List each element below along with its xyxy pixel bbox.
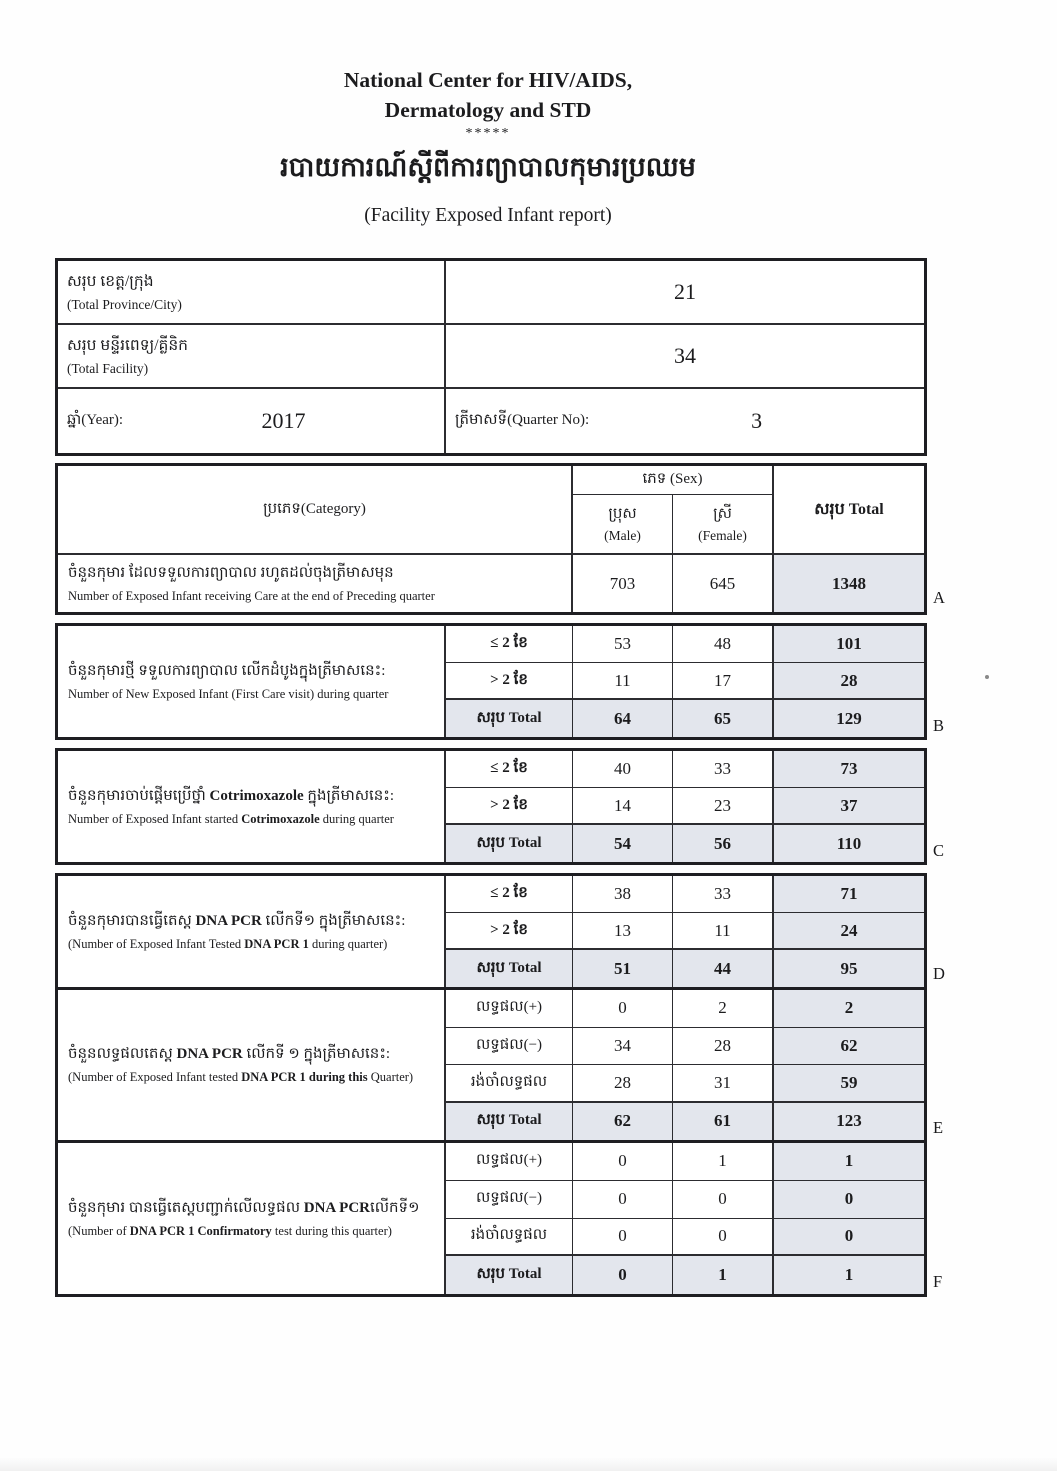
section-a-female-value: 645 xyxy=(673,555,774,612)
total-province-label-kh: សរុប ខេត្ត/ក្រុង xyxy=(67,273,154,290)
section-c-male-value: 40 xyxy=(573,751,673,788)
total-header-label: សរុប Total xyxy=(814,500,884,518)
section-a-category-cell xyxy=(58,555,573,612)
section-d-grid xyxy=(58,876,924,987)
section-e-female-value: 31 xyxy=(673,1065,774,1103)
section-b-grand-total: 129 xyxy=(774,700,924,737)
total-facility-label-kh: សរុប មន្ទីរពេទ្យ/គ្លីនិក xyxy=(67,337,189,354)
section-f-male-value: 0 xyxy=(573,1143,673,1181)
section-e-grid xyxy=(58,990,924,1140)
kh-bold-text: Cotrimoxazole xyxy=(209,787,304,804)
section-e-female-value: 2 xyxy=(673,990,774,1028)
male-header-cell xyxy=(573,495,673,555)
section-b-category-cell xyxy=(58,626,446,737)
category-header-cell xyxy=(58,466,573,555)
section-b-male-value: 53 xyxy=(573,626,673,663)
en-bold-text: DNA PCR 1 during this xyxy=(241,1070,368,1085)
section-d-total-value: 71 xyxy=(774,876,924,913)
section-e-total-value: 2 xyxy=(774,990,924,1028)
quarter-label: ត្រីមាសទី(Quarter No): xyxy=(455,412,590,428)
section-b-female-value: 17 xyxy=(673,663,774,700)
section-b-row-label: > 2 ខែ xyxy=(446,663,573,700)
section-f-total-value: 0 xyxy=(774,1181,924,1219)
year-value: 2017 xyxy=(261,408,306,433)
report-heading xyxy=(0,66,976,227)
en-text: Number of Exposed Infant receiving Care at the end of Preceding quarter xyxy=(68,588,435,603)
section-a-category-en xyxy=(68,589,435,605)
section-d-male-value: 38 xyxy=(573,876,673,913)
en-bold-text: DNA PCR 1 Confirmatory xyxy=(129,1223,272,1238)
section-c-block xyxy=(55,748,927,865)
section-c-category-kh xyxy=(68,786,394,808)
kh-text: លើកទី ១ ក្នុងត្រីមាសនេះ: xyxy=(242,1046,391,1063)
category-header-label: ប្រភេទ(Category) xyxy=(263,500,366,517)
total-province-label-en: (Total Province/City) xyxy=(67,297,182,312)
section-e-total-value: 59 xyxy=(774,1065,924,1103)
year-cell xyxy=(58,389,446,453)
section-a-total-value: 1348 xyxy=(774,555,924,612)
section-d-male-total: 51 xyxy=(573,950,673,987)
section-f-letter: F xyxy=(933,1272,943,1291)
section-f-category-cell xyxy=(58,1143,446,1294)
en-text: during quarter) xyxy=(308,936,388,951)
kh-text: ចំនួនកុមារថ្មី ទទួលការព្យាបាល លើកដំបូងក្នុងត្រីមាសនេះ: xyxy=(68,662,386,679)
en-text: Quarter) xyxy=(367,1070,414,1085)
sex-header-label: ភេទ (Sex) xyxy=(642,471,703,487)
total-facility-value: 34 xyxy=(446,325,924,389)
kh-text: ក្នុងត្រីមាសនេះ: xyxy=(303,787,395,804)
section-d-category-cell xyxy=(58,876,446,987)
section-c-category-cell xyxy=(58,751,446,862)
summary-info-table xyxy=(55,258,927,456)
section-e-female-value: 28 xyxy=(673,1028,774,1066)
kh-bold-text: DNA PCR xyxy=(303,1199,370,1216)
section-d-category-kh xyxy=(68,911,405,933)
section-d-female-value: 33 xyxy=(673,876,774,913)
section-b-category-kh xyxy=(68,661,385,683)
section-d-grand-total: 95 xyxy=(774,950,924,987)
section-c-female-value: 23 xyxy=(673,788,774,825)
section-c-row-label: > 2 ខែ xyxy=(446,788,573,825)
en-bold-text: Cotrimoxazole xyxy=(241,811,320,826)
section-f-total-value: 1 xyxy=(774,1143,924,1181)
en-bold-text: DNA PCR 1 xyxy=(244,936,309,951)
section-c-female-value: 33 xyxy=(673,751,774,788)
report-title-khmer: របាយការណ៍ស្តីពីការព្យាបាលកុមារប្រឈម xyxy=(280,152,696,183)
section-f-male-value: 0 xyxy=(573,1219,673,1257)
section-b-category-en xyxy=(68,687,388,703)
section-f-total-value: 0 xyxy=(774,1219,924,1257)
section-d-female-total: 44 xyxy=(673,950,774,987)
section-f-female-value: 1 xyxy=(673,1143,774,1181)
section-f-grid xyxy=(58,1143,924,1294)
female-header-cell xyxy=(673,495,774,555)
scan-shadow-bottom xyxy=(0,1457,1057,1471)
section-f-category-kh xyxy=(68,1198,419,1220)
year-label: ឆ្នាំ(Year): xyxy=(67,412,124,428)
section-f-row-label: រង់ចាំលទ្ធផល xyxy=(446,1219,573,1257)
section-c-total-row-label: សរុប Total xyxy=(446,825,573,862)
org-name-line2: Dermatology and STD xyxy=(384,97,592,122)
section-e-male-value: 28 xyxy=(573,1065,673,1103)
section-d-letter: D xyxy=(933,964,945,983)
section-e-total-row-label: សរុប Total xyxy=(446,1103,573,1141)
section-e-row-label: រង់ចាំលទ្ធផល xyxy=(446,1065,573,1103)
section-e-category-kh xyxy=(68,1044,390,1066)
section-e-letter: E xyxy=(933,1118,944,1137)
male-header-en: (Male) xyxy=(604,528,641,543)
female-header-kh: ស្រី xyxy=(713,506,732,522)
section-d-total-row-label: សរុប Total xyxy=(446,950,573,987)
total-province-label-cell xyxy=(58,261,446,325)
section-f-male-value: 0 xyxy=(573,1181,673,1219)
section-d-category-en xyxy=(68,937,387,953)
report-title-english: (Facility Exposed Infant report) xyxy=(364,205,612,227)
section-e-category-cell xyxy=(58,990,446,1140)
org-name-line1: National Center for HIV/AIDS, xyxy=(343,68,633,92)
kh-text: ចំនួនកុមារ បានធ្វើតេស្តបញ្ជាក់លើលទ្ធផល xyxy=(68,1199,304,1216)
section-e-row-label: លទ្ធផល(−) xyxy=(446,1028,573,1066)
en-text: (Number of Exposed Infant tested xyxy=(68,1070,242,1085)
section-f-female-total: 1 xyxy=(673,1256,774,1294)
en-text: Number of New Exposed Infant (First Care visit) during quarter xyxy=(68,686,389,701)
en-text: (Number of Exposed Infant Tested xyxy=(68,936,245,951)
quarter-value: 3 xyxy=(751,408,763,433)
section-f-female-value: 0 xyxy=(673,1219,774,1257)
sex-header-cell xyxy=(573,466,774,495)
kh-text: ចំនួនកុមារចាប់ផ្តើមប្រើថ្នាំ xyxy=(68,787,210,804)
stars-separator: ***** xyxy=(465,126,511,142)
section-e-total-value: 62 xyxy=(774,1028,924,1066)
section-a-male-value: 703 xyxy=(573,555,673,612)
kh-bold-text: DNA PCR xyxy=(176,1046,243,1063)
kh-text: លើកទី១ ក្នុងត្រីមាសនេះ: xyxy=(261,912,406,929)
male-header-kh: ប្រុស xyxy=(608,506,637,522)
section-d-female-value: 11 xyxy=(673,913,774,950)
kh-text: លើកទី១ xyxy=(369,1199,420,1216)
en-text: (Number of xyxy=(68,1223,130,1238)
section-d-male-value: 13 xyxy=(573,913,673,950)
main-table-header-block xyxy=(55,463,927,615)
section-e-grand-total: 123 xyxy=(774,1103,924,1141)
section-e-male-value: 34 xyxy=(573,1028,673,1066)
section-b-total-value: 101 xyxy=(774,626,924,663)
en-text: Number of Exposed Infant started xyxy=(68,811,242,826)
section-c-total-value: 37 xyxy=(774,788,924,825)
section-b-block xyxy=(55,623,927,740)
section-f-category-en xyxy=(68,1224,392,1240)
section-f-grand-total: 1 xyxy=(774,1256,924,1294)
section-b-row-label: ≤ 2 ខែ xyxy=(446,626,573,663)
section-e-row-label: លទ្ធផល(+) xyxy=(446,990,573,1028)
section-d-total-value: 24 xyxy=(774,913,924,950)
section-f-row-label: លទ្ធផល(+) xyxy=(446,1143,573,1181)
section-b-total-value: 28 xyxy=(774,663,924,700)
section-c-total-value: 73 xyxy=(774,751,924,788)
section-c-letter: C xyxy=(933,841,945,860)
total-facility-label-en: (Total Facility) xyxy=(67,361,149,376)
en-text: test during this quarter) xyxy=(271,1223,392,1238)
section-e-category-en xyxy=(68,1070,413,1086)
total-header-cell xyxy=(774,466,924,555)
section-b-total-row-label: សរុប Total xyxy=(446,700,573,737)
section-b-male-value: 11 xyxy=(573,663,673,700)
section-d-row-label: > 2 ខែ xyxy=(446,913,573,950)
section-a-letter: A xyxy=(933,588,945,607)
section-b-female-total: 65 xyxy=(673,700,774,737)
section-f-male-total: 0 xyxy=(573,1256,673,1294)
female-header-en: (Female) xyxy=(698,528,747,543)
section-e-male-total: 62 xyxy=(573,1103,673,1141)
section-c-male-value: 14 xyxy=(573,788,673,825)
section-f-female-value: 0 xyxy=(673,1181,774,1219)
section-d-row-label: ≤ 2 ខែ xyxy=(446,876,573,913)
en-text: during quarter xyxy=(319,811,394,826)
section-b-letter: B xyxy=(933,716,945,735)
kh-bold-text: DNA PCR xyxy=(195,912,262,929)
section-c-category-en xyxy=(68,812,394,828)
kh-text: ចំនួនកុមារបានធ្វើតេស្ត xyxy=(68,912,196,929)
section-a-category-kh xyxy=(68,563,394,585)
section-e-female-total: 61 xyxy=(673,1103,774,1141)
scan-artifact-dot xyxy=(985,675,989,679)
section-f-row-label: លទ្ធផល(−) xyxy=(446,1181,573,1219)
section-c-female-total: 56 xyxy=(673,825,774,862)
kh-text: ចំនួនលទ្ធផលតេស្ត xyxy=(68,1046,177,1063)
total-province-value: 21 xyxy=(446,261,924,325)
section-b-female-value: 48 xyxy=(673,626,774,663)
total-facility-label-cell xyxy=(58,325,446,389)
kh-text: ចំនួនកុមារ ដែលទទួលការព្យាបាល រហូតដល់ចុងត្រីមាសមុន xyxy=(68,564,394,581)
section-c-row-label: ≤ 2 ខែ xyxy=(446,751,573,788)
quarter-cell xyxy=(446,389,924,453)
section-c-male-total: 54 xyxy=(573,825,673,862)
section-e-male-value: 0 xyxy=(573,990,673,1028)
section-f-total-row-label: សរុប Total xyxy=(446,1256,573,1294)
sections-def-block xyxy=(55,873,927,1297)
section-b-male-total: 64 xyxy=(573,700,673,737)
section-c-grand-total: 110 xyxy=(774,825,924,862)
